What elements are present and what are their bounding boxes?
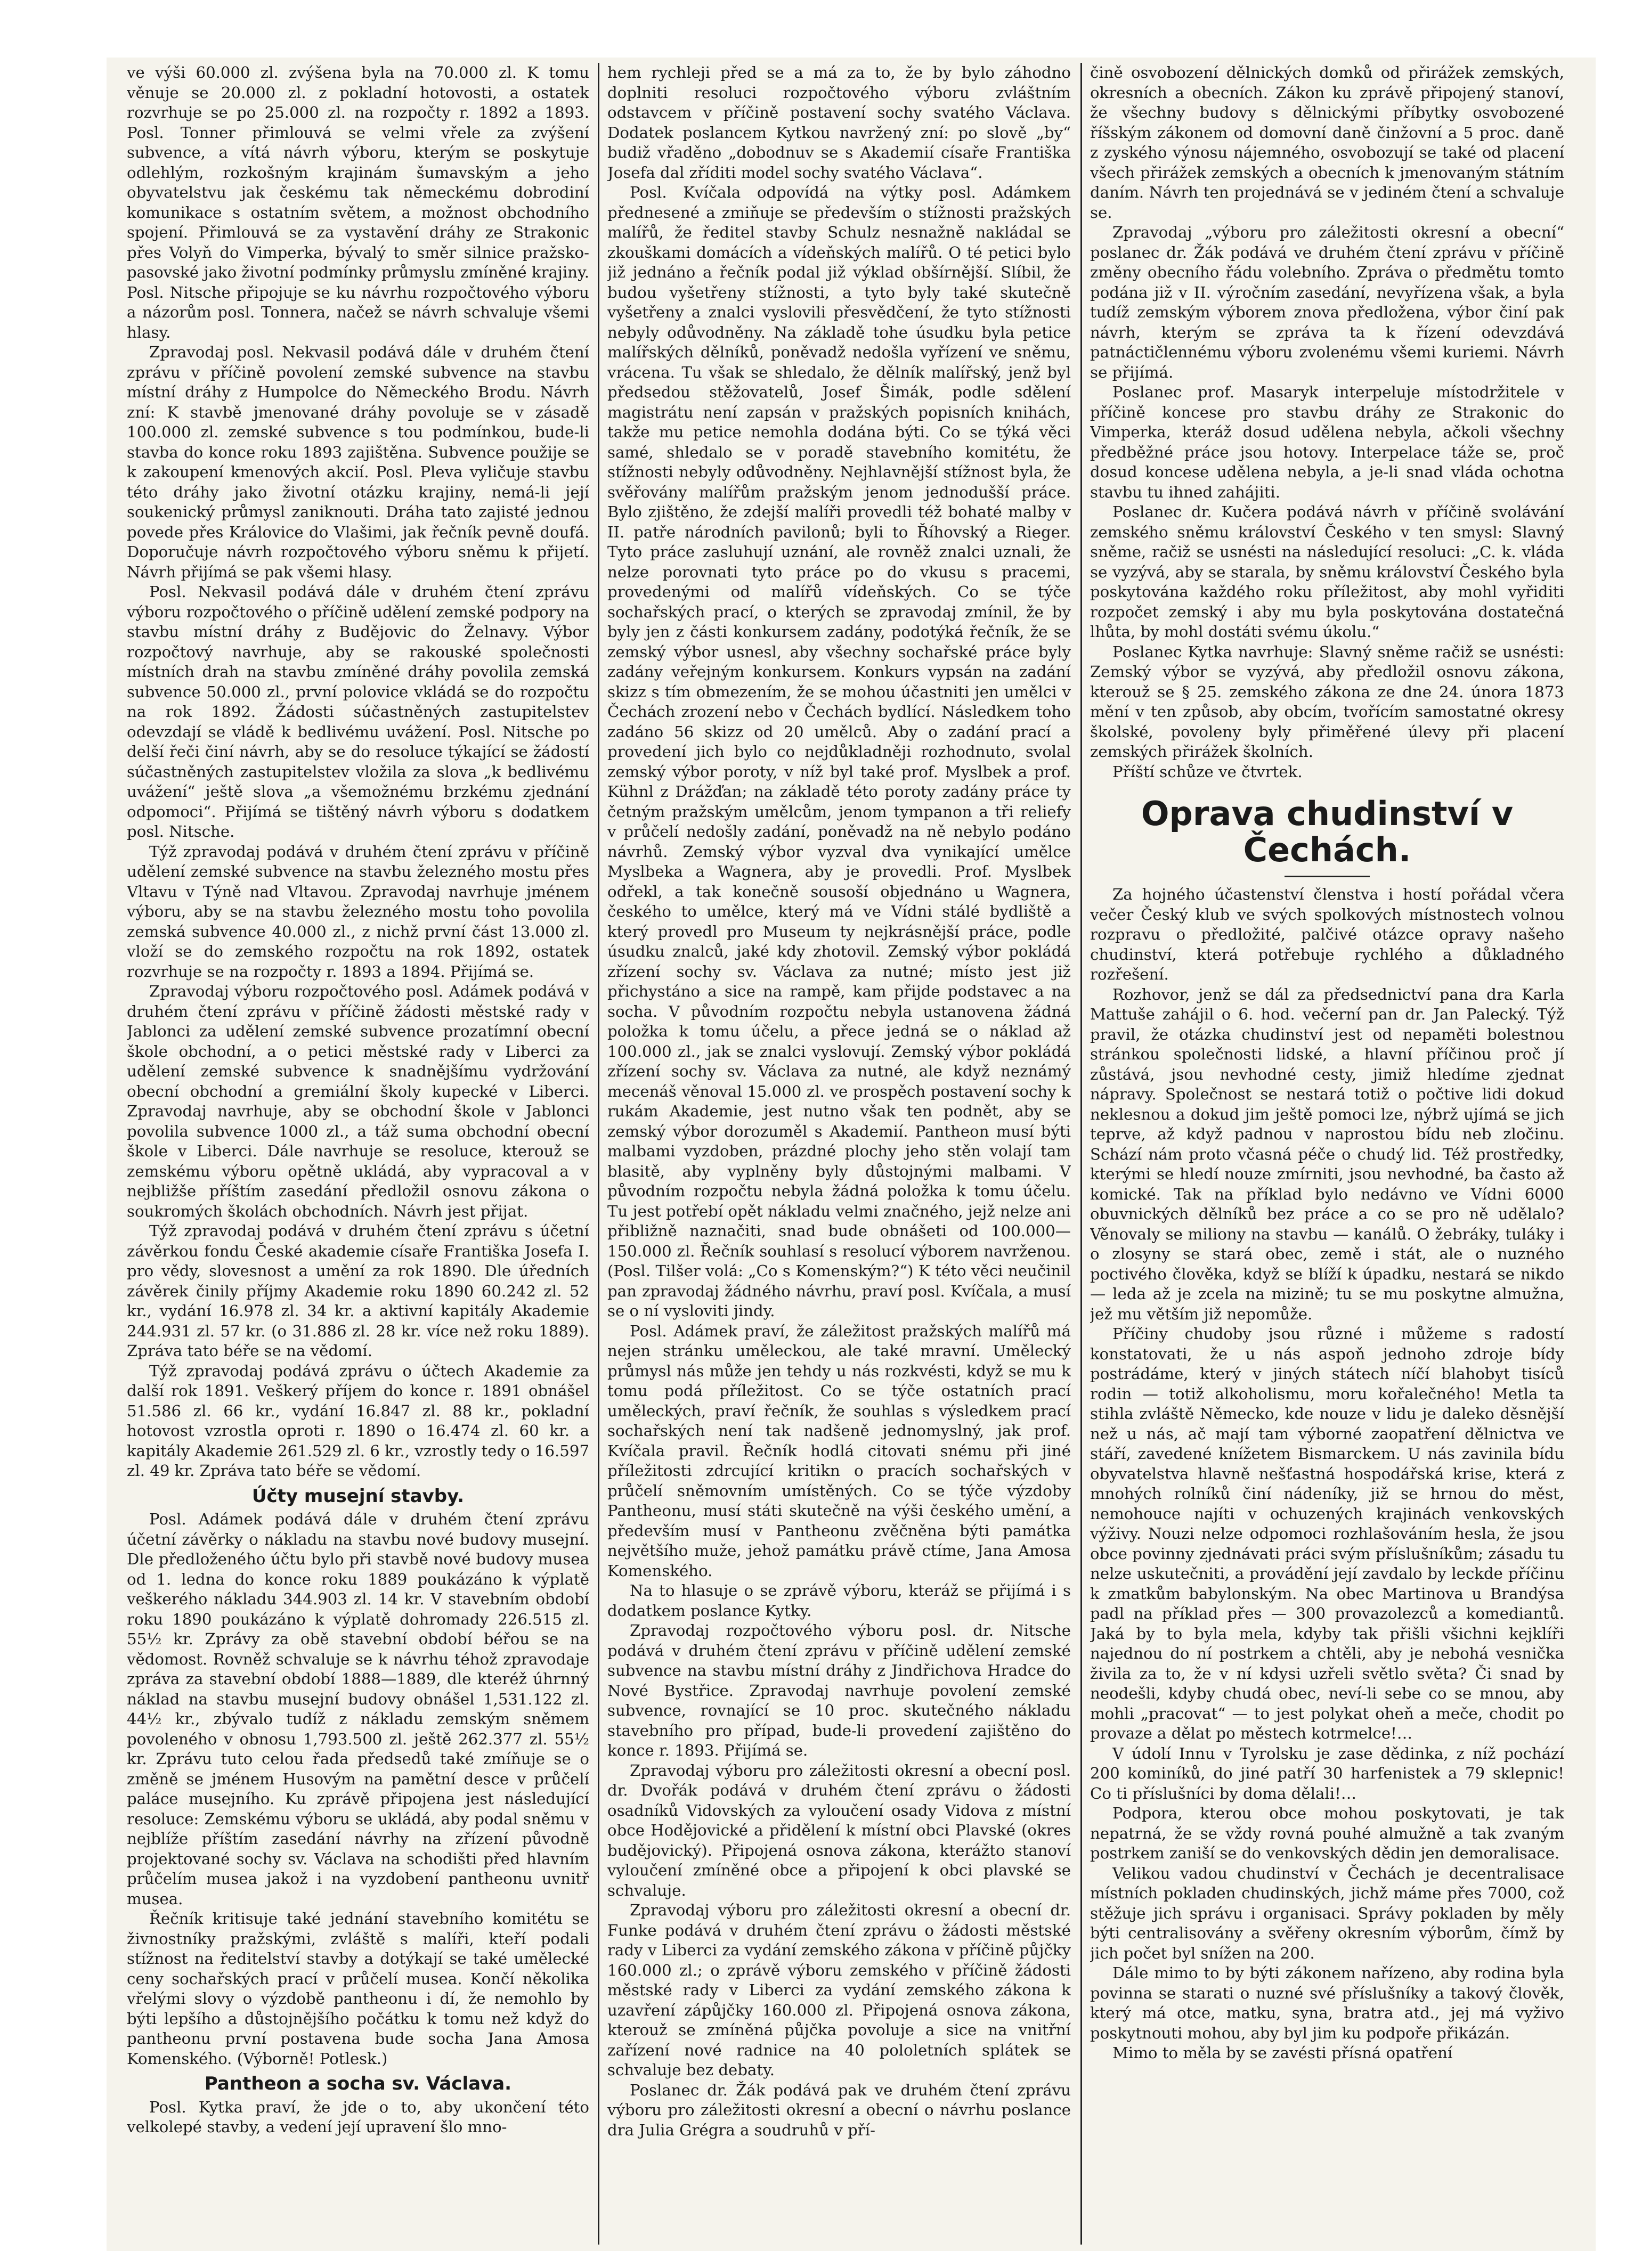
paragraph: ve výši 60.000 zl. zvýšena byla na 70.000 zl. K tomu věnuje se 20.000 zl. z pokladní hotovosti, a ostatek rozvrhuje se po 25.000 zl. na rozpočty r. 1892 a 1893. Posl. Tonner přimlouvá se velmi vřele za zvýšení subvence, a vítá návrh výboru, kterým se poskytuje odlehlým, rozkošným krajinám šumavským a jeho obyvatelstvu jak českému tak německému dobrodiní komunikace s ostatním světem, a možnost obchodního spojení. Přimlouvá se za vystavění dráhy ze Strakonic přes Volyň do Vimperka, bývalý to směr silnice pražsko-pasovské jako životní podmínky průmyslu zmíněné krajiny. Posl. Nitsche připojuje se ku návrhu rozpočtového výboru a názorům posl. Tonnera, načež se návrh schvaluje všemi hlasy. — [127, 63, 589, 341]
article-headline: Oprava chudinství v Čechách. — [1141, 794, 1514, 869]
paragraph: Posl. Kvíčala odpovídá na výtky posl. Adámkem přednesené a zmiňuje se především o stížnosti pražských malířů, že ředitel stavby Schulz nesnažně nakládal se zkouškami domácích a vídeňských malířů. O té petici bylo již jednáno a řečník podal již výklad obšírnější. Slíbil, že budou vyšetřeny stížnosti, a tyto byly také skutečně vyšetřeny a znalci vyslovili přesvědčení, že tyto stížnosti nebyly odůvodněny. Na základě tohe úsudku byla petice malířských dělníků, poněvadž nedošla vyřízení ve sněmu, vrácena. Tu však se shledalo, že dělník malířský, jenž byl předsedou stěžovatelů, Josef Šimák, podle sdělení magistrátu není zapsán v pražských popisních knihách, takže mu petice nemohla dodána býti. Co se týká věci samé, shledalo se v poradě stavebního komitétu, že stížnosti nebyly odůvodněny. Nejhlavnější stížnost byla, že svěřovány malířům pražským jenom jednodušší práce. Bylo zjištěno, že zdejší malíři provedli též bohaté malby v II. patře národních pavilonů; byli to Říhovský a Rieger. Tyto práce zasluhují uznání, ale rovněž znalci uznali, že nelze porovnati tyto práce po do vkusu s pracemi, provedenými od malířů vídeňských. Co se týče sochařských prací, o kterých se zpravodaj zmínil, že by byly jen z části konkursem zadány, podotýká řečník, že se zemský výbor usnesl, aby všechny sochařské práce byly zadány veřejným konkursem. Konkurs vypsán na zadání skizz s tím obmezením, že se mohou účastniti jen umělci v Čechách zrození nebo v Čechách bydlící. Následkem toho zadáno 56 skizz od 20 umělců. Aby o zadání prací a provedení jich bylo co nejdůkladněji rozhodnuto, svolal zemský výbor poroty, v níž byl také prof. Myslbek a prof. Kühnl z Drážďan; na základě této poroty zadány práce ty četným pražským umělcům, jenom tympanon a tři reliefy v průčelí nedošly zadání, poněvadž na ně nebylo podáno návrhů. Zemský výbor vyzval dva vynikající umělce Myslbeka a Wagnera, aby je provedli. Prof. Myslbek odřekl, a tak konečně sousoší objednáno u Wagnera, českého to umělce, který má ve Vídni stálé bydliště a který provedl pro Museum ty nejkrásnější práce, podle úsudku znalců, jaké kdy zhotovil. Zemský výbor pokládá zřízení sochy sv. Václava za nutné; místo jest již přichystáno a sice na rampě, kam přijde podstavec a na socha. V původním rozpočtu nebyla ustanovena žádná položka k tomu účelu, a přece jedná se o náklad až 100.000 zl., jak se znalci vyslovují. Zemský výbor pokládá zřízení sochy sv. Václava za nutné, ale když neznámý mecenáš věnoval 15.000 zl. ve prospěch postavení sochy k rukám Akademie, jest nutno však ten podnět, aby se zemský výbor dorozuměl s Akademií. Pantheon musí býti malbami vyzdoben, prázdné plochy jeho stěn volají tam blasitě, aby vyplněny byly důstojnými malbami. V původním rozpočtu nebyla žádná položka k tomu účelu. Tu jest potřebí opět nákladu velmi značného, jejž nelze ani přibližně naznačiti, snad bude obnášeti od 100.000—150.000 zl. Řečník souhlasí s resolucí výborem navrženou. (Posl. Tilšer volá: „Co s Komenským?“) K této věci neučinil pan zpravodaj žádného návrhu, praví posl. Kvíčala, a musí se o ní vysloviti jindy. — [607, 183, 1071, 1320]
paragraph: Týž zpravodaj podává v druhém čtení zprávu s účetní závěrkou fondu České akademie císaře Františka Josefa I. pro vědy, slovesnost a umění za rok 1890. Dle úředních závěrek činily příjmy Akademie roku 1890 60.242 zl. 52 kr., vydání 16.978 zl. 34 kr. a aktivní kapitály Akademie 244.931 zl. 57 kr. (o 31.886 zl. 28 kr. více než roku 1889). Zpráva tato béře se na vědomí. — [127, 1222, 589, 1360]
paragraph: čině osvobození dělnických domků od přirážek zemských, okresních a obecních. Zákon ku zprávě připojený stanoví, že všechny budovy s dělnickými příbytky osvobozené říšským zákonem od domovní daně činžovní a 5 proc. daně z zyského výnosu nájemného, osvobozují se také od placení všech přirážek zemských a obecních k jmenovaným státním daním. Návrh ten projednává se v jediném čtení a schvaluje se. — [1090, 63, 1564, 222]
section-heading: Účty musejní stavby. — [251, 1485, 465, 1507]
paragraph: Posl. Kytka praví, že jde o to, aby ukončení této velkolepé stavby, a vedení její upravení šlo mno- — [127, 2098, 589, 2136]
paragraph: Příští schůze ve čtvrtek. — [1112, 762, 1303, 781]
paragraph: Posl. Adámek praví, že záležitost pražských malířů má nejen stránku uměleckou, ale také mravní. Umělecký průmysl nás může jen tehdy u nás rozkvésti, když se mu k tomu podá příležitost. Co se týče ostatních prací uměleckých, praví řečník, že souhlas s výsledkem prací sochařských není tak nadšeně jednomyslný, jak prof. Kvíčala pravil. Řečník hodlá citovati snému při jiné příležitosti zdrcující kritikn o pracích sochařských v průčelí sněmovním umístěných. Co se týče výzdoby Pantheonu, musí státi skutečně na výši českého umění, a především musí v Pantheonu zvěčněna býti památka největšího muže, jehož památku právě ctíme, Jana Amosa Komenského. — [607, 1321, 1071, 1580]
paragraph: Týž zpravodaj podává zprávu o účtech Akademie za další rok 1891. Veškerý příjem do konce r. 1891 obnášel 51.586 zl. 66 kr., vydání 16.847 zl. 88 kr., pokladní hotovost vzrostla oproti r. 1890 o 16.474 zl. 60 kr. a kapitály Akademie 261.529 zl. 6 kr., vzrostly tedy o 16.597 zl. 49 kr. Zpráva tato béře se vědomí. — [127, 1361, 589, 1480]
column-1 — [127, 63, 589, 2247]
paragraph: Zpravodaj výboru pro záležitosti okresní a obecní dr. Funke podává v druhém čtení zprávu o žádosti městské rady v Liberci za vydání zemského zákona v příčině půjčky 160.000 zl.; o zprávě výboru zemského v příčině žádosti městské rady v Liberci za vydání zemského zákona k uzavření zápůjčky 160.000 zl. Připojená osnova zákona, kterouž se zmíněná půjčka povoluje a sice na vnitřní zařízení nové radnice na 40 pololetních splátek se schvaluje bez debaty. — [607, 1901, 1071, 2079]
paragraph: Zpravodaj „výboru pro záležitosti okresní a obecní“ poslanec dr. Žák podává ve druhém čtení zprávu v příčině změny obecního řádu volebního. Zpráva o předmětu tomto podána již v II. výročním zasedání, nevyřízena však, a byla tudíž zemským výborem znova předložena, výbor činí pak návrh, kterým se zpráva ta k řízení odevzdává patnáctičlennému výboru zvolenému všemi kuriemi. Návrh se přijímá. — [1090, 223, 1564, 381]
paragraph: Poslanec dr. Kučera podává návrh v příčině svolávání zemského sněmu království Českého v ten smysl: Slavný sněme, račiž se usnésti na následující resoluci: „C. k. vláda se vyzývá, aby se starala, by sněmu království Českého byla poskytována každého roku příležitost, aby mohl vyřiditi rozpočet zemský i aby mu byla poskytována dostatečná lhůta, by mohl dostáti svému úkolu.“ — [1090, 503, 1564, 641]
paragraph: Řečník kritisuje také jednání stavebního komitétu se živnostníky pražskými, zvláště s malíři, kteří podali stížnost na ředitelství stavby a dotýkají se také umělecké ceny sochařských prací v průčelí musea. Končí několika vřelými slovy o výzdobě pantheonu i dí, že nemohlo by býti lepšího a důstojnějšího počátku k tomu než když do pantheonu první postavena bude socha Jana Amosa Komenského. (Výborně! Potlesk.) — [127, 1910, 589, 2068]
paragraph: Mimo to měla by se zavésti přísná opatření — [1112, 2044, 1453, 2062]
column-3 — [1090, 63, 1564, 2247]
column-rule — [598, 63, 599, 2245]
paragraph: Za hojného účastenství členstva i hostí pořádal včera večer Český klub ve svých spolkových místnostech volnou rozpravu o předložité, palčivé otázce opravy našeho chudinství, která potřebuje rychlého a důkladného rozřešení. — [1090, 885, 1564, 983]
paragraph: Poslanec dr. Žák podává pak ve druhém čtení zprávu výboru pro záležitosti okresní a obecní o návrhu poslance dra Julia Grégra a soudruhů v pří- — [607, 2081, 1071, 2139]
paragraph: V údolí Innu v Tyrolsku je zase dědinka, z níž pochází 200 kominíků, do jiné patří 30 harfenistek a 79 sklepnic! Co ti příslušníci by doma dělali!… — [1090, 1744, 1564, 1802]
section-heading: Pantheon a socha sv. Václava. — [204, 2073, 512, 2094]
paragraph: hem rychleji před se a má za to, že by bylo záhodno doplniti resoluci rozpočtového výboru zvláštním odstavcem v příčině postavení sochy svatého Václava. Dodatek poslancem Kytkou navržený zní: po slově „by“ budiž vřaděno „dobodnuv se s Akademií císaře Františka Josefa dal zříditi model sochy svatého Václava“. — [607, 63, 1071, 182]
paragraph: Poslanec Kytka navrhuje: Slavný sněme račiž se usnésti: Zemský výbor se vyzývá, aby předložil osnovu zákona, kterouž se § 25. zemského zákona ze dne 24. února 1873 mění v ten způsob, aby obcím, tvořícím samostatné okresy školské, povoleny byly přiměřené úlevy při placení zemských přirážek školních. — [1090, 642, 1564, 761]
paragraph: Týž zpravodaj podává v druhém čtení zprávu v příčině udělení zemské subvence na stavbu železného mostu přes Vltavu v Týně nad Vltavou. Zpravodaj navrhuje jménem výboru, aby se na stavbu železného mostu toho povolila zemská subvence 40.000 zl., z nichž první část 13.000 zl. vloží se do zemského rozpočtu na rok 1892, ostatek rozvrhuje se na rozpočty r. 1893 a 1894. Přijímá se. — [127, 842, 589, 981]
headline-divider — [1285, 876, 1370, 877]
paragraph: Příčiny chudoby jsou různé i můžeme s radostí konstatovati, že u nás aspoň jednoho zdroje bídy postrádáme, který v jiných státech níčí blahobyt tisíců rodin — totiž alkoholismu, moru kořalečného! Metla ta stihla zvláště Německo, kde nouze v lidu je daleko děsnější než u nás, ač mají tam výborné zaopatření dělnictva ve stáří, zavedené knížetem Bismarckem. U nás zavinila bídu obyvatelstva hlavně nešťastná hospodářská krise, která z mnohých rolníků činí nádeníky, již se hrnou do měst, nemohouce najíti v ochuzených krajinách venkovských výživy. Nouzi nelze odpomoci rozhlašováním hesla, že jsou obce povinny zjednávati práci svým příslušníkům; zásadu tu nelze uskutečniti, a provádění její zavdalo by leckde příčinu k zmatkům babylonským. Na obec Martinova u Brandýsa padl na příklad přes — 300 provazolezců a komediantů. Jaká by to byla mela, kdyby tak přišli všichni kejklíři najednou do ní postrkem a chtěli, aby je nebohá vesnička živila za to, že v ní kdysi uzřeli světlo světa? Či snad by neodešli, kdyby chudá obec, neví-li sebe co se mnou, aby mohli „pracovat“ — to jest polykat oheň a meče, chodit po provaze a dělat po městech kotrmelce!… — [1090, 1325, 1564, 1742]
paragraph: Velikou vadou chudinství v Čechách je decentralisace místních pokladen chudinských, jichž máme přes 7000, což stěžuje jich správu i organisaci. Správy pokladen by měly býti centralisovány a svěřeny okresním výborům, čímž by jich počet byl snížen na 200. — [1090, 1864, 1564, 1962]
paragraph: Rozhovor, jenž se dál za předsednictví pana dra Karla Mattuše zahájil o 6. hod. večerní pan dr. Jan Palecký. Týž pravil, že otázka chudinství jest od nepaměti bolestnou stránkou společnosti lidské, a hlavní příčinou proč jí zůstává, jsou nevhodné cesty, jimiž hledíme zjednat nápravy. Společnost se nestará totiž o počtive lidi dokud neklesnou a dokud jim ještě pomoci lze, nýbrž ujímá se jich teprve, až když padnou v naprostou bídu neb zločinu. Schází nám proto včasná péče o chudý lid. Též prostředky, kterými se hledí nouze zmírniti, jsou nevhodné, ba často až komické. Tak na příklad bylo nedávno ve Vídni 6000 obuvnických dělníků bez práce a co se pro ně udělalo? Věnovaly se miliony na stavbu — kanálů. O žebráky, tuláky i o zlosyny se stará obec, země i stát, ale o nuzného poctivého člověka, když se blíží k úpadku, nestará se nikdo — leda až je zcela na mizině; tu se mu poskytne almužna, jež mu větším již nepomůže. — [1090, 985, 1564, 1323]
paragraph: Zpravodaj výboru pro záležitosti okresní a obecní posl. dr. Dvořák podává v druhém čtení zprávu o žádosti osadníků Vidovských za vyloučení osady Vidova z místní obce Hodějovické a přidělení k místní obci Plavské (okres budějovický). Připojená osnova zákona, kterážto stanoví vyloučení zmíněné obce a připojení k obci plavské se schvaluje. — [607, 1761, 1071, 1899]
paragraph: Poslanec prof. Masaryk interpeluje místodržitele v příčině koncese pro stavbu dráhy ze Strakonic do Vimperka, kteráž dosud udělena nebyla, ačkoli všechny předběžné práce jsou hotovy. Interpelace táže se, proč dosud koncese udělena nebyla, a je-li snad vláda ochotna stavbu tu ihned zahájiti. — [1090, 383, 1564, 501]
paragraph: Na to hlasuje o se zprávě výboru, kteráž se přijímá i s dodatkem poslance Kytky. — [607, 1581, 1071, 1620]
paragraph: Zpravodaj rozpočtového výboru posl. dr. Nitsche podává v druhém čtení zprávu v příčině udělení zemské subvence na stavbu místní dráhy z Jindřichova Hradce do Nové Bystřice. Zpravodaj navrhuje povolení zemské subvence, rovnající se 10 proc. skutečného nákladu stavebního pro případ, bude-li provedení zajištěno do konce r. 1893. Přijímá se. — [607, 1621, 1071, 1759]
paragraph: Podpora, kterou obce mohou poskytovati, je tak nepatrná, že se vždy rovná pouhé almužně a tak zvaným postrkem zaniší se do venkovských dědin jen demoralisace. — [1090, 1804, 1564, 1862]
paragraph: Zpravodaj výboru rozpočtového posl. Adámek podává v druhém čtení zprávu v příčině žádosti městské rady v Jablonci za udělení zemské subvence prozatímní obecní škole obchodní, a o petici městské rady v Liberci za udělení zemské subvence k snadnějšímu vydržování obecní obchodní a gremiální školy kupecké v Liberci. Zpravodaj navrhuje, aby se obchodní škole v Jablonci povolila subvence 1000 zl., a táž suma obchodní obecní škole v Liberci. Dále navrhuje se resoluce, kterouž se zemskému výboru opětně ukládá, aby vypracoval a v nejbližše příštím zasedání předložil osnovu zákona o soukromých školách obchodních. Návrh jest přijat. — [127, 982, 589, 1220]
paragraph: Dále mimo to by býti zákonem nařízeno, aby rodina byla povinna se starati o nuzné své příslušníky a takový člověk, který má otce, matku, syna, bratra atd., jej má vyživo poskytnouti mohou, aby byl jim ku podpoře přikázán. — [1090, 1964, 1564, 2042]
column-2 — [607, 63, 1071, 2247]
paragraph: Zpravodaj posl. Nekvasil podává dále v druhém čtení zprávu v příčině povolení zemské subvence na stavbu místní dráhy z Humpolce do Německého Brodu. Návrh zní: K stavbě jmenované dráhy povoluje se v zásadě 100.000 zl. zemské subvence s tou podmínkou, bude-li stavba do konce roku 1893 zajištěna. Subvence použije se k zakoupení kmenových akcií. Posl. Pleva vyličuje stavbu této dráhy jako životní otázku krajiny, nemá-li její soukenický průmysl zaniknouti. Dráha tato zajisté jednou povede přes Královice do Vlašimi, jak řečník pevně doufá. Doporučuje návrh rozpočtového výboru sněmu k přijetí. Návrh přijímá se pak všemi hlasy. — [127, 343, 589, 581]
column-rule — [1080, 63, 1082, 2245]
paragraph: Posl. Nekvasil podává dále v druhém čtení zprávu výboru rozpočtového o příčině udělení zemské podpory na stavbu místní dráhy z Budějovic do Želnavy. Výbor rozpočtový navrhuje, aby se rakouské společnosti místních drah na stavbu zmíněné dráhy povolila zemská subvence 50.000 zl., první polovice vkládá se do rozpočtu na rok 1892. Žádosti súčastněných zastupitelstev odevzdají se vládě k bedlivému uvážení. Posl. Nitsche po delší řeči činí návrh, aby se do resoluce týkající se žádostí súčastněných zastupitelstev vložila za slova „k bedlivému uvážení“ ještě slova „a všemožnému brzkému zjednání odpomoci“. Přijímá se tištěný návrh výboru s dodatkem posl. Nitsche. — [127, 583, 589, 841]
paragraph: Posl. Adámek podává dále v druhém čtení zprávu účetní závěrky o nákladu na stavbu nové budovy musejní. Dle předloženého účtu bylo při stavbě nové budovy musea od 1. ledna do konce roku 1889 poukázáno k výplatě veškerého nákladu 344.903 zl. 14 kr. V stavebním období roku 1890 poukázáno k výplatě dohromady 226.515 zl. 55½ kr. Zprávy za obě stavební období béřou se na vědomost. Rovněž schvaluje se k návrhu téhož zpravodaje zpráva za stavební období 1888—1889, dle kteréž úhrnný náklad na stavbu musejní budovy obnášel 1,531.122 zl. 44½ kr., zbývalo tudíž z nákladu zemským sněmem povoleného v obnosu 1,793.500 zl. ještě 262.377 zl. 55½ kr. Zprávu tuto celou řada předsedů také zmíňuje se o změně se jménem Husovým na pamětní desce v průčelí paláce musejního. Ku zprávě připojena jest následující resoluce: Zemskému výboru se ukládá, aby podal sněmu v nejblíže příštím zasedání návrhy na zřízení původně projektované sochy sv. Václava na schodišti před hlavním průčelím musea jakož i na vyzdobení pantheonu uvnitř musea. — [127, 1510, 589, 1908]
